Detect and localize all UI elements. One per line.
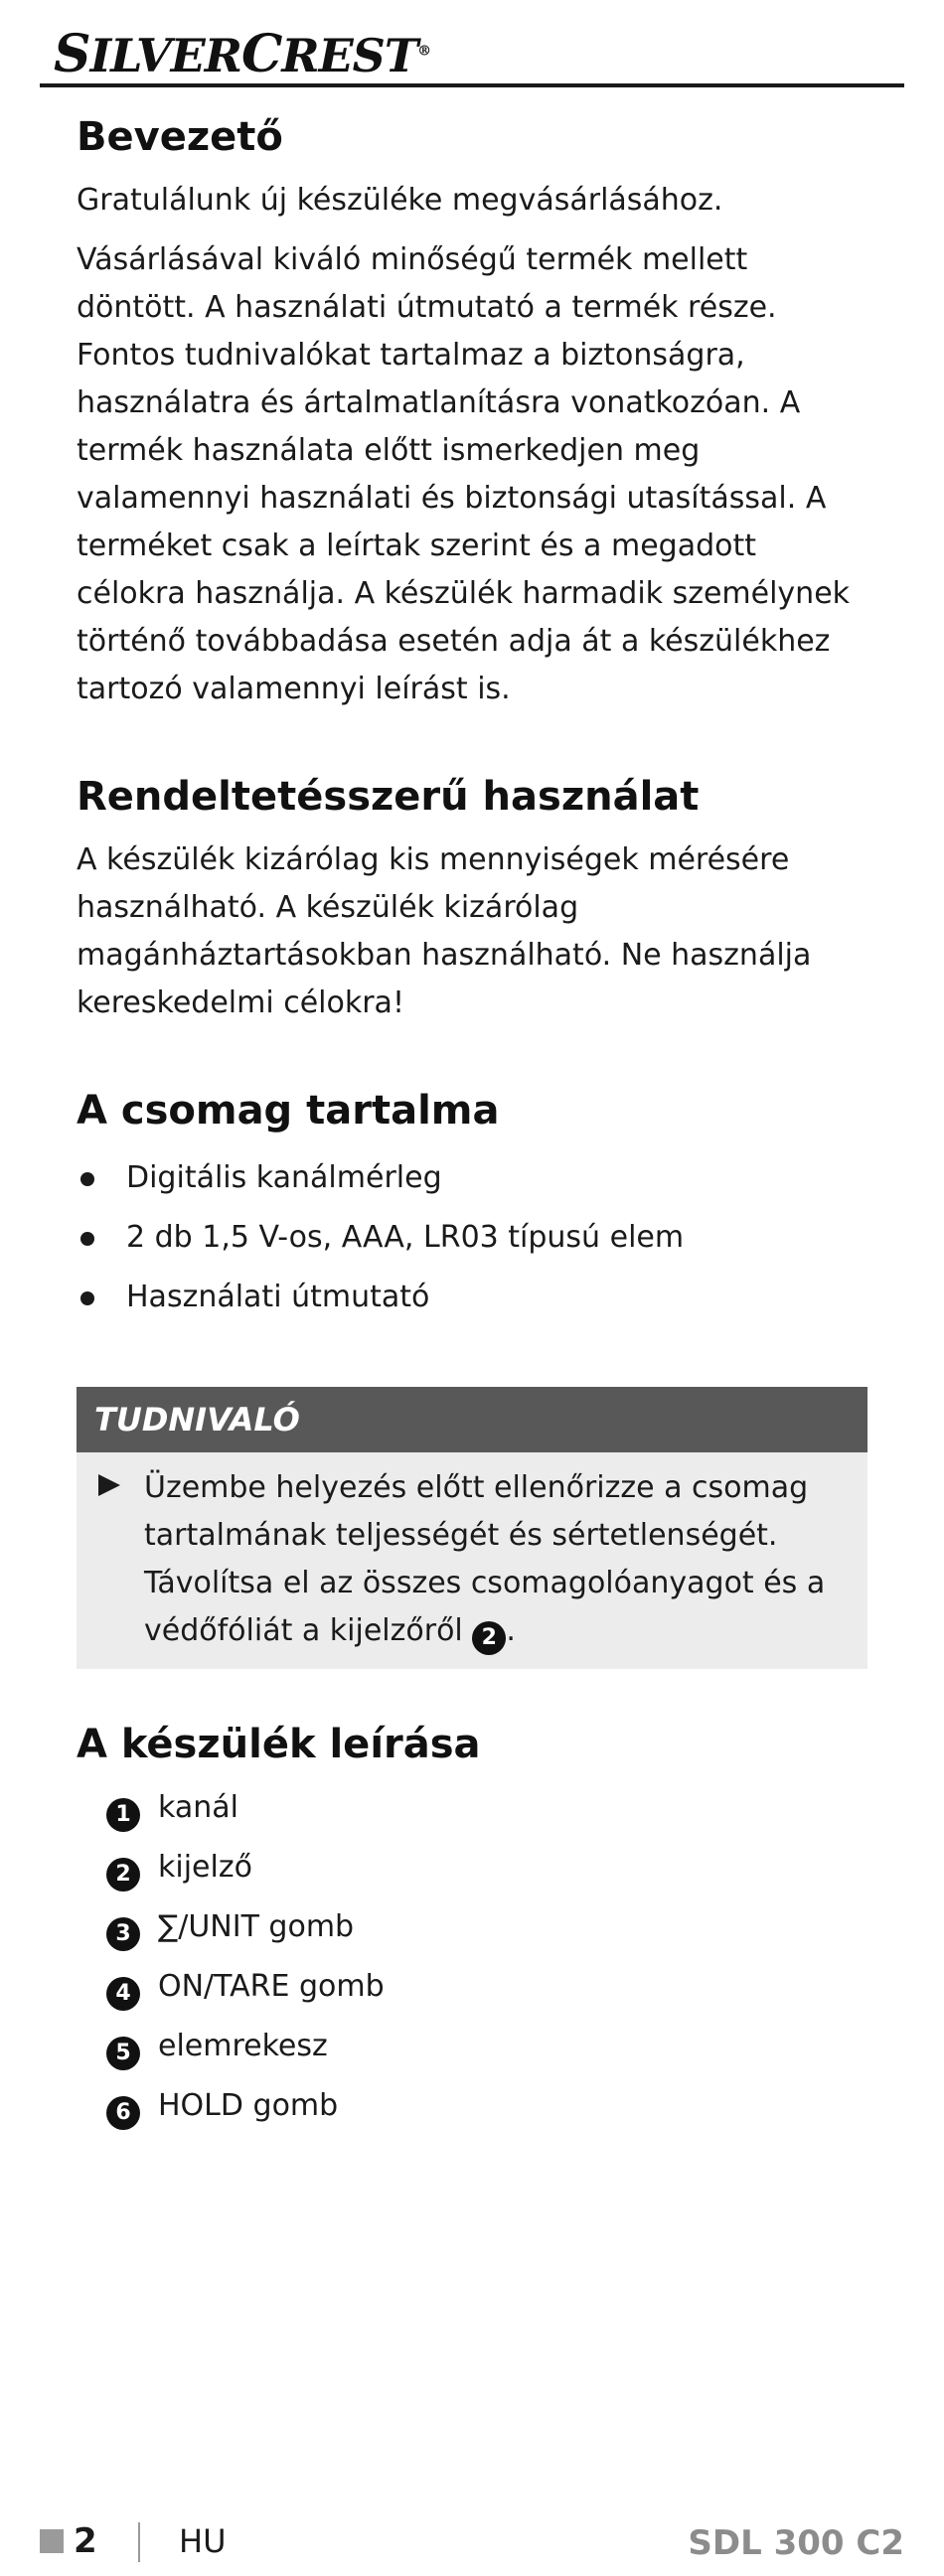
device-parts-list (77, 1778, 871, 2136)
page-content (77, 109, 871, 2136)
list-item: 6 HOLD gomb (77, 2076, 871, 2136)
part-number-badge: 3 (106, 1917, 140, 1951)
bullet-icon (80, 1172, 94, 1186)
model-number: SDL 300 C2 (688, 2523, 904, 2563)
device-description-heading: A készülék leírása (77, 1722, 481, 1767)
bullet-icon (80, 1291, 94, 1305)
package-contents-list (77, 1148, 871, 1327)
intro-heading: Bevezető (77, 114, 283, 160)
bullet-icon (80, 1232, 94, 1246)
page-header (40, 22, 904, 87)
part-number-badge: 4 (106, 1977, 140, 2011)
silvercrest-logo: SILVERCREST® (54, 24, 431, 84)
footer-divider (138, 2522, 140, 2562)
list-item: Használati útmutató (77, 1268, 871, 1327)
intro-paragraph-1: Gratulálunk új készüléke megvásárlásához. (77, 183, 723, 218)
page-footer (40, 2518, 904, 2568)
arrow-right-icon (98, 1474, 120, 1496)
part-number-badge: 2 (106, 1858, 140, 1892)
notice-title: TUDNIVALÓ (77, 1387, 867, 1452)
list-item: 2 kijelző (77, 1838, 871, 1897)
list-item: 2 db 1,5 V-os, AAA, LR03 típusú elem (77, 1208, 871, 1268)
intended-use-heading: Rendeltetésszerű használat (77, 774, 700, 820)
notice-text: Üzembe helyezés előtt ellenőrizze a csomag tartalmának teljességét és sértetlenségét. Távolítsa el az összes csomagolóanyagot és a védőfóliát a kijelzőről (144, 1470, 826, 1648)
reference-number-badge: 2 (472, 1621, 506, 1655)
list-item: 3 ∑/UNIT gomb (77, 1897, 871, 1957)
list-item: 5 elemrekesz (77, 2017, 871, 2076)
list-item: Digitális kanálmérleg (77, 1148, 871, 1208)
language-code: HU (179, 2522, 227, 2560)
list-item: 1 kanál (77, 1778, 871, 1838)
part-number-badge: 6 (106, 2096, 140, 2130)
list-item: 4 ON/TARE gomb (77, 1957, 871, 2017)
part-number-badge: 5 (106, 2037, 140, 2070)
notice-body: Üzembe helyezés előtt ellenőrizze a csomag tartalmának teljességét és sértetlenségét. Távolítsa el az összes csomagolóanyagot és a védőfóliát a kijelzőről 2 . (77, 1452, 867, 1669)
intro-paragraph-2: Vásárlásával kiváló minőségű termék mellett döntött. A használati útmutató a termék része. Fontos tudnivalókat tartalmaz a biztonságra, használatra és ártalmatlanításra vonatkozóan. A termék használata előtt ismerkedjen meg valamennyi használati és biztonsági utasítással. A terméket csak a leírtak szerint és a megadott célokra használja. A készülék harmadik személynek történő továbbadása esetén adja át a készülékhez tartozó valamennyi leírást is. (77, 242, 851, 706)
intended-use-paragraph: A készülék kizárólag kis mennyiségek mérésére használható. A készülék kizárólag magánháztartásokban használható. Ne használja kereskedelmi célokra! (77, 842, 812, 1020)
part-number-badge: 1 (106, 1798, 140, 1832)
square-marker-icon (40, 2529, 64, 2553)
package-contents-heading: A csomag tartalma (77, 1088, 500, 1134)
notice-box (77, 1387, 867, 1669)
page-number: 2 (74, 2521, 97, 2561)
